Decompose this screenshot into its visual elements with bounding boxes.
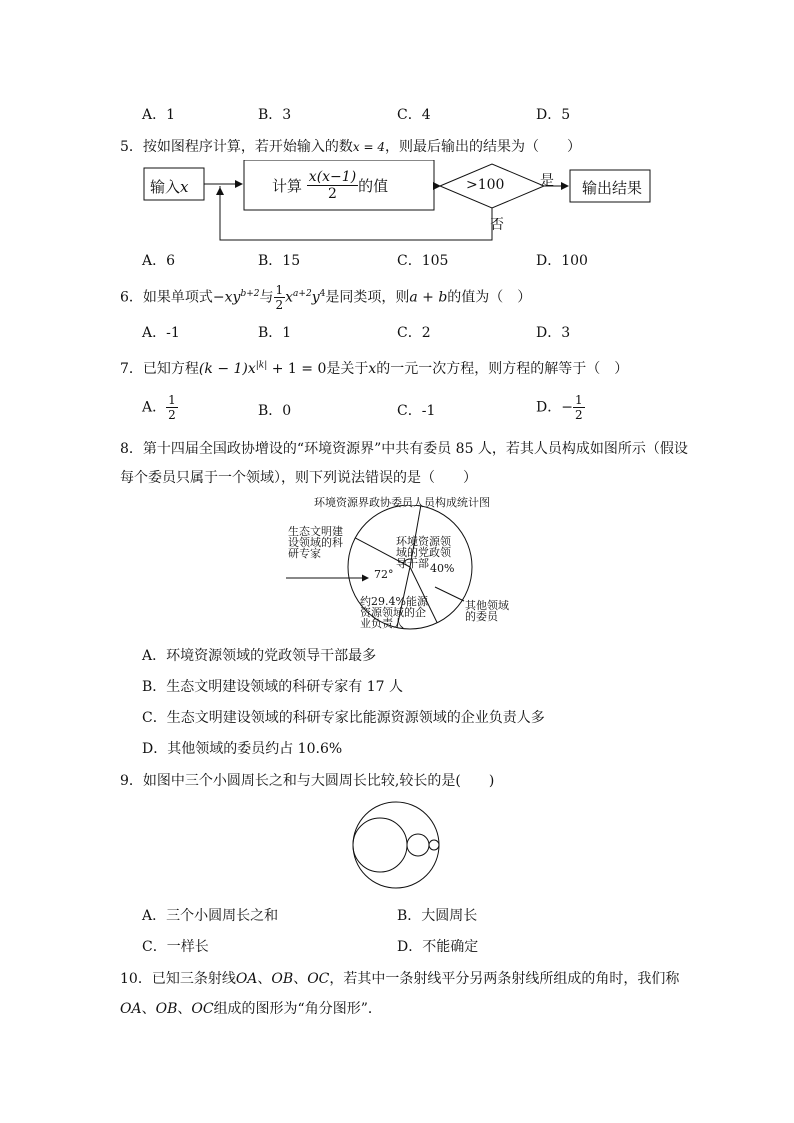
q5-option-a[interactable]: A．6 [142,253,176,269]
q5-option-d[interactable]: D．100 [536,253,588,269]
q8-option-a[interactable]: A．环境资源领域的党政领导干部最多 [142,648,377,664]
other-label-leader [435,587,464,601]
q9-circles-figure [348,800,448,890]
q9-option-c[interactable]: C．一样长 [142,939,209,955]
flowchart-lines [140,160,660,245]
large-circle [353,802,439,888]
chart-title: 环境资源界政协委员人员构成统计图 [314,496,490,509]
q6-option-a[interactable]: A．-1 [142,325,180,341]
calc-fraction: $\frac{x(x-1)}{2}$ [308,169,357,202]
flow-no-label: 否 [490,217,504,233]
q8-option-d[interactable]: D．其他领域的委员约占 10.6% [142,741,343,757]
flow-input-box: 输入x [150,178,189,196]
q5-stem: 5．按如图程序计算，若开始输入的数x = 4，则最后输出的结果为（ ） [120,139,581,155]
q4-option-c[interactable]: C．4 [397,107,431,123]
q9-stem: 9．如图中三个小圆周长之和与大圆周长比较,较长的是( ) [120,773,495,789]
q4-option-d[interactable]: D．5 [536,107,571,123]
q8-option-c[interactable]: C．生态文明建设领域的科研专家比能源资源领域的企业负责人多 [142,710,545,726]
q8-stem-line1: 8．第十四届全国政协增设的“环境资源界”中共有委员 85 人，若其人员构成如图所示（假设 [120,441,688,457]
q8-option-b[interactable]: B．生态文明建设领域的科研专家有 17 人 [142,679,404,695]
q10-stem-line1: 10．已知三条射线OA、OB、OC，若其中一条射线平分另两条射线所组成的角时，我们称 [120,971,680,987]
label-sci: 生态文明建 设领域的科 研专家 [288,525,343,560]
small-circle-3 [429,840,439,850]
flow-output-box: 输出结果 [582,179,643,197]
label-angle: 72° [374,568,394,581]
q4-option-b[interactable]: B．3 [258,107,292,123]
q4-option-a[interactable]: A．1 [142,107,176,123]
q7-option-b[interactable]: B．0 [258,403,292,419]
q6-stem: 6．如果单项式$-xy^{b+2}$与 $\frac{1}{2}$ $x^{a+2}y^4$是同类项，则a + b的值为（ ） [120,283,532,312]
q6-option-c[interactable]: C．2 [397,325,431,341]
q7-option-d[interactable]: D．− $\frac{1}{2}$ [536,393,583,422]
q8-stem-line2: 每个委员只属于一个领域），则下列说法错误的是（ ） [120,470,477,486]
q7-option-a[interactable]: A． $\frac{1}{2}$ [142,393,176,422]
flow-yes-label: 是 [540,173,554,189]
q6-fraction: $\frac{1}{2}$ [275,283,284,312]
q9-option-b[interactable]: B．大圆周长 [397,908,478,924]
q10-stem-line2: OA、OB、OC组成的图形为“角分图形”． [120,1001,382,1017]
q6-option-d[interactable]: D．3 [536,325,571,341]
q5-option-c[interactable]: C．105 [397,253,449,269]
q5-option-b[interactable]: B．15 [258,253,301,269]
q7-option-c[interactable]: C．-1 [397,403,436,419]
q7-option-a-fraction: $\frac{1}{2}$ [168,393,176,422]
q6-option-b[interactable]: B．1 [258,325,292,341]
small-circle-2 [407,834,429,856]
label-energy: 约29.4%能源 资源领域的企 业负责人 [360,595,428,630]
flow-decision-label: >100 [466,177,505,193]
q7-option-d-fraction: $\frac{1}{2}$ [574,393,583,422]
label-party: 环境资源领 域的党政领 导干部 [396,535,451,570]
q7-stem: 7．已知方程$(k - 1)x^{|k|} + 1 = 0$是关于x的一元一次方程，则方程的解等于（ ） [120,360,629,377]
flow-calc-box: 计算 $\frac{x(x-1)}{2}$ 的值 [272,169,389,202]
small-circle-1 [353,818,407,872]
label-other: 其他领域 的委员 [465,599,509,623]
label-party-pct: 40% [430,562,455,575]
q9-option-a[interactable]: A．三个小圆周长之和 [142,908,279,924]
q9-option-d[interactable]: D．不能确定 [397,939,479,955]
